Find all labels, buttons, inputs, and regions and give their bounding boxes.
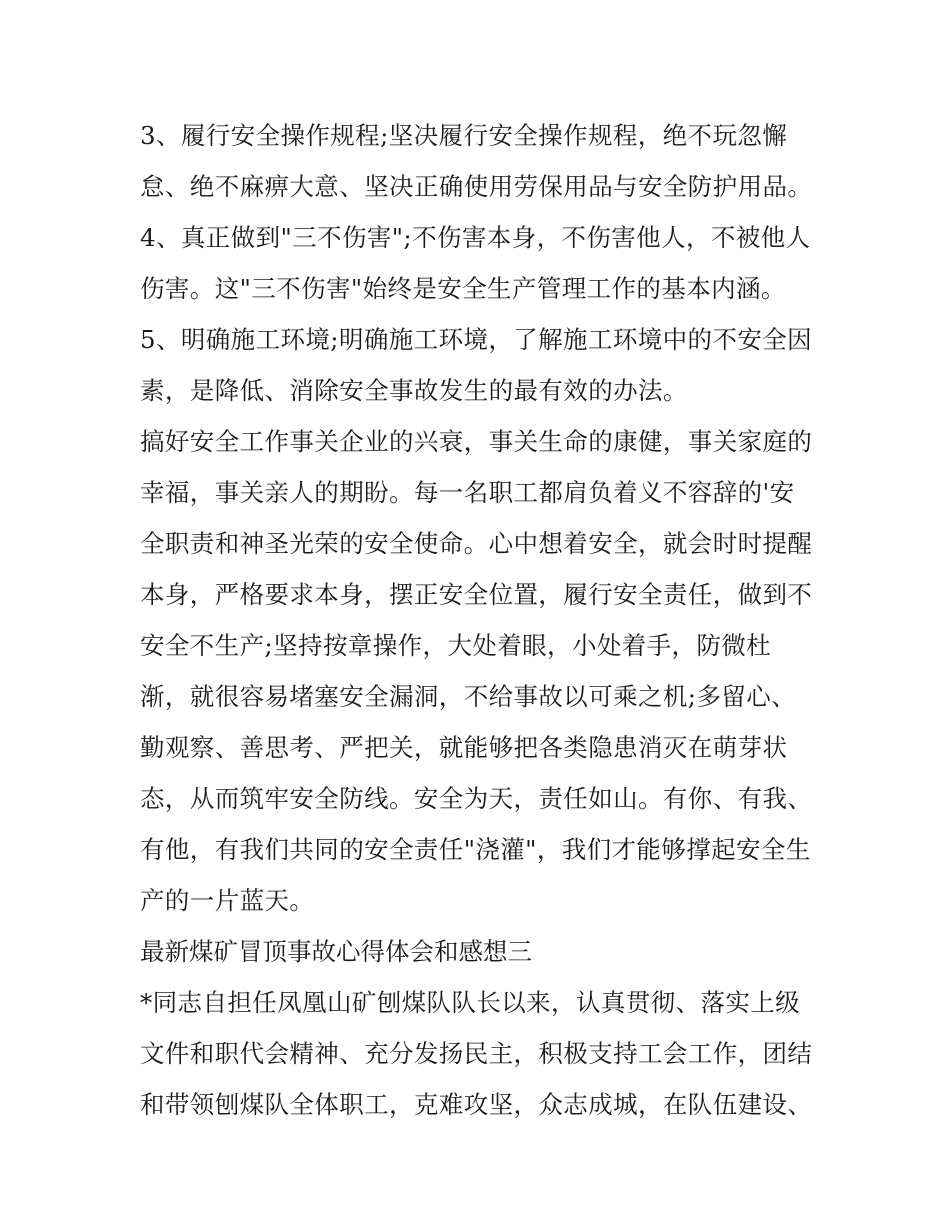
text-line: 伤害。这"三不伤害"始终是安全生产管理工作的基本内涵。 [140, 274, 786, 303]
text-line: 怠、绝不麻痹大意、坚决正确使用劳保用品与安全防护用品。 [140, 172, 813, 201]
text-line: 4、真正做到"三不伤害";不伤害本身，不伤害他人，不被他人 [140, 223, 811, 252]
text-line: 本身，严格要求本身，摆正安全位置，履行安全责任，做到不 [140, 580, 813, 609]
text-line: 渐，就很容易堵塞安全漏洞，不给事故以可乘之机;多留心、 [140, 682, 797, 711]
section-heading: 最新煤矿冒顶事故心得体会和感想三 [140, 937, 532, 966]
text-line: 勤观察、善思考、严把关，就能够把各类隐患消灭在萌芽状 [140, 733, 788, 762]
text-line: 文件和职代会精神、充分发扬民主，积极支持工会工作，团结 [140, 1039, 813, 1068]
text-line: *同志自担任凤凰山矿刨煤队队长以来，认真贯彻、落实上级 [140, 988, 801, 1017]
text-line: 3、履行安全操作规程;坚决履行安全操作规程，绝不玩忽懈 [140, 121, 788, 150]
document-body [140, 110, 820, 1130]
text-line: 幸福，事关亲人的期盼。每一名职工都肩负着义不容辞的'安 [140, 478, 795, 507]
text-line: 素，是降低、消除安全事故发生的最有效的办法。 [140, 376, 688, 405]
text-line: 和带领刨煤队全体职工，克难攻坚，众志成城，在队伍建设、 [140, 1090, 813, 1119]
text-line: 安全不生产;坚持按章操作，大处着眼，小处着手，防微杜 [140, 631, 772, 660]
text-line: 有他，有我们共同的安全责任"浇灌"，我们才能够撑起安全生 [140, 835, 811, 864]
text-line: 态，从而筑牢安全防线。安全为天，责任如山。有你、有我、 [140, 784, 813, 813]
text-line: 搞好安全工作事关企业的兴衰，事关生命的康健，事关家庭的 [140, 427, 813, 456]
text-line: 产的一片蓝天。 [140, 886, 315, 915]
text-line: 5、明确施工环境;明确施工环境，了解施工环境中的不安全因 [140, 325, 813, 354]
text-line: 全职责和神圣光荣的安全使命。心中想着安全，就会时时提醒 [140, 529, 813, 558]
